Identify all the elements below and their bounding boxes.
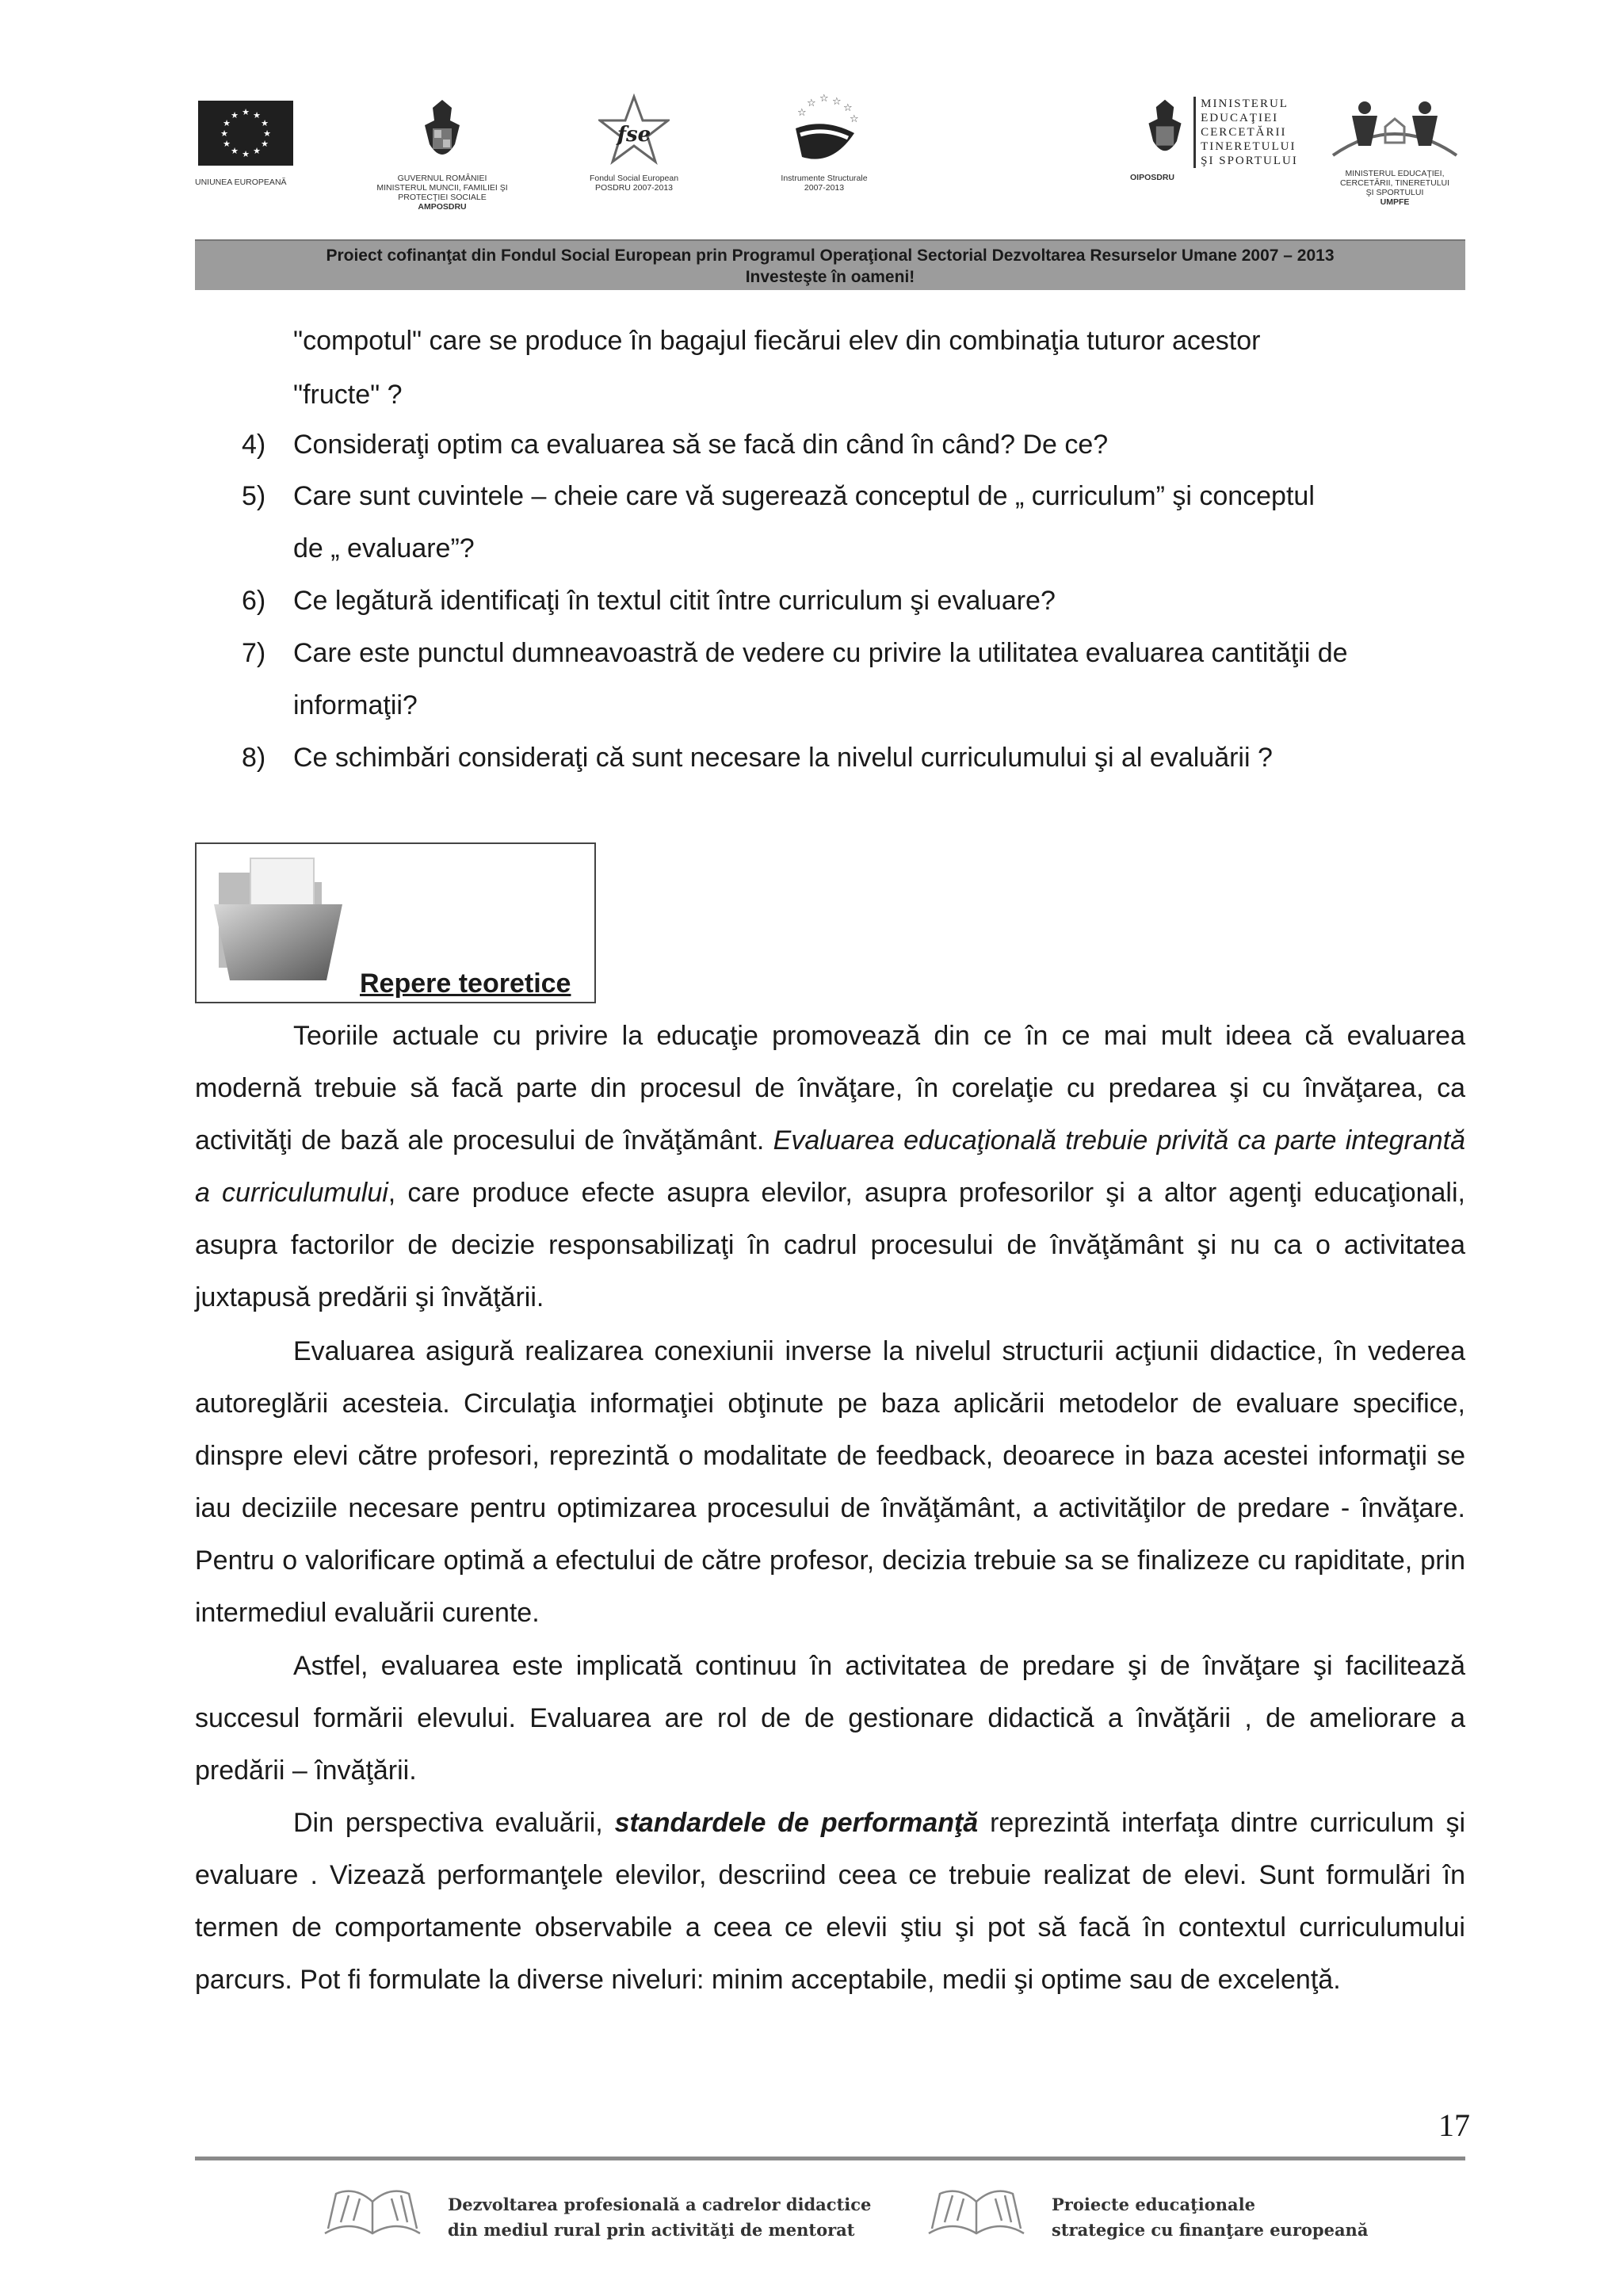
list-item-text: informaţii? [293, 690, 418, 720]
paragraph-3: Astfel, evaluarea este implicată continuu în activitatea de predare şi de învăţare şi facilitează succesul formării elevului. Evaluarea are rol de de gestionare didactică a învăţării , de ameliorare a predării – învăţării. [195, 1651, 1465, 1786]
ministry-name-line: MINISTERUL [1201, 97, 1289, 110]
paragraph-text: reprezintă interfaţa dintre curriculum şi evaluare . Vizează performanţele elevilor, descriind ceea ce trebuie realizat de elevi. Sunt formulări în termen de comportamente observabile a ceea ce elevii ştiu şi pot să facă în contextul curriculumului parcurs. Pot fi formulate la diverse niveluri: minim acceptabile, medii şi optime sau de excelenţă. [195, 1808, 1465, 1995]
list-number: 6) [242, 586, 266, 616]
list-item-text: Consideraţi optim ca evaluarea să se facă din când în când? De ce? [293, 430, 1109, 460]
paragraph-4 [195, 1797, 1465, 2006]
logo-caption: Fondul Social European [589, 174, 679, 183]
umpfe-logo [1319, 98, 1470, 207]
logo-caption: AMPOSDRU [418, 202, 467, 212]
ministry-name-line: CERCETĂRII [1201, 126, 1287, 139]
svg-text:☆: ☆ [819, 94, 829, 105]
paragraph-strong: standardele de performanţă [614, 1808, 979, 1838]
ministry-name-line: TINERETULUI [1201, 140, 1296, 153]
svg-text:☆: ☆ [832, 96, 842, 108]
logo-caption: MINISTERUL EDUCAŢIEI, [1345, 169, 1445, 178]
svg-text:★: ★ [242, 107, 250, 117]
svg-text:☆: ☆ [843, 102, 853, 114]
section-title: Repere teoretice [360, 968, 571, 999]
paragraph-emphasis: Evaluarea educaţională trebuie privită ca parte integrantă a curriculumului [195, 1125, 1466, 1208]
svg-text:★: ★ [253, 146, 261, 156]
page-number: 17 [1438, 2107, 1470, 2143]
logo-caption: PROTECŢIEI SOCIALE [398, 193, 487, 202]
paragraph-2: Evaluarea asigură realizarea conexiunii inverse la nivelul structurii acţiunii didactice, în vederea autoreglării acesteia. Circulaţia informaţiei obţinute pe baza aplicării metodelor de evaluare specifice, dinspre elevi către profesori, reprezintă o modalitate de feedback, deoarece in baza acestei informaţii se iau deciziile necesare pentru optimizarea procesului de învăţământ, a activităţilor de predare - învăţare. Pentru o valorificare optimă a efectului de către profesor, decizia trebuie sa se finalizeze cu rapiditate, prin intermediul evaluării curente. [195, 1336, 1465, 1628]
logo-caption: Instrumente Structurale [781, 174, 868, 183]
list-item-text: Ce legătură identificaţi în textul citit între curriculum şi evaluare? [293, 586, 1056, 616]
star-fse-icon [598, 94, 670, 170]
svg-text:fse: fse [617, 123, 651, 147]
list-number: 4) [242, 430, 266, 460]
coat-of-arms-icon [1143, 97, 1187, 165]
svg-text:★: ★ [261, 139, 269, 149]
open-book-icon [317, 2184, 428, 2246]
svg-text:★: ★ [263, 128, 271, 139]
svg-text:★: ★ [242, 149, 250, 159]
list-item-text: Care sunt cuvintele – cheie care vă sugerează conceptul de „ curriculum” şi conceptul [293, 481, 1315, 511]
footer-left-line: din mediul rural prin activităţi de mentorat [448, 2220, 855, 2240]
list-item-text: de „ evaluare”? [293, 533, 475, 563]
folder-icon [203, 849, 353, 991]
logo-caption: OIPOSDRU [1130, 173, 1175, 182]
romanian-government-logo [371, 97, 514, 212]
banner-line: Proiect cofinanţat din Fondul Social European prin Programul Operaţional Sectorial Dezvoltarea Resurselor Umane 2007 – 2013 [326, 246, 1335, 265]
svg-text:★: ★ [220, 128, 228, 139]
list-item-text: Ce schimbări consideraţi că sunt necesare la nivelul curriculumului şi al evaluării ? [293, 743, 1273, 773]
svg-text:☆: ☆ [850, 113, 859, 125]
logo-caption: CERCETĂRII, TINERETULUI [1339, 178, 1450, 188]
svg-text:☆: ☆ [797, 107, 807, 119]
logo-caption: GUVERNUL ROMÂNIEI [397, 174, 487, 183]
ministry-education-logo [1125, 97, 1316, 182]
ministry-name-line: ŞI SPORTULUI [1201, 155, 1298, 167]
logo-caption: ŞI SPORTULUI [1365, 188, 1424, 197]
eu-caption: UNIUNEA EUROPEANĂ [195, 178, 287, 187]
list-number: 8) [242, 743, 266, 773]
list-continuation-line: "compotul" care se produce în bagajul fiecărui elev din combinaţia tuturor acestor [293, 326, 1261, 356]
list-number: 7) [242, 638, 266, 668]
paragraph-text: Teoriile actuale cu privire la educaţie promovează din ce în ce mai mult ideea că evaluarea modernă trebuie să facă parte din procesul de învăţare, în corelaţie cu predarea şi cu învăţarea, ca activităţi de bază ale procesului de învăţământ. [195, 1021, 1465, 1156]
logo-caption: 2007-2013 [804, 183, 845, 193]
svg-text:★: ★ [231, 146, 239, 156]
logo-caption: MINISTERUL MUNCII, FAMILIEI ŞI [376, 183, 508, 193]
umpfe-figures-icon [1323, 98, 1466, 165]
svg-text:★: ★ [231, 110, 239, 120]
footer-divider [195, 2157, 1465, 2160]
open-book-icon [921, 2184, 1032, 2246]
eu-flag-logo [198, 101, 293, 166]
list-number: 5) [242, 481, 266, 511]
structural-instruments-logo [761, 94, 888, 193]
coat-of-arms-icon [418, 97, 466, 170]
logo-caption: POSDRU 2007-2013 [594, 183, 674, 193]
footer-right-line: Proiecte educaţionale [1052, 2195, 1255, 2214]
paragraph-1 [195, 1010, 1465, 1324]
footer-right-line: strategice cu finanţare europeană [1052, 2220, 1369, 2240]
list-continuation-line: "fructe" ? [293, 380, 403, 410]
banner-slogan: Investeşte în oameni! [745, 268, 915, 286]
project-banner [195, 239, 1465, 290]
svg-text:☆: ☆ [807, 97, 816, 109]
ministry-name-line: EDUCAŢIEI [1201, 112, 1279, 124]
svg-text:★: ★ [261, 118, 269, 128]
paragraph-text: , care produce efecte asupra elevilor, asupra profesorilor şi a altor agenţi educaţionali, asupra factorilor de decizie responsabilizaţi în cadrul procesului de învăţământ şi nu ca o activitatea juxtapusă predării şi învăţării. [195, 1178, 1465, 1312]
svg-text:★: ★ [223, 118, 231, 128]
paragraph-text: Din perspectiva evaluării, [293, 1808, 615, 1838]
list-item-text: Care este punctul dumneavoastră de vedere cu privire la utilitatea evaluarea cantităţii de [293, 638, 1348, 668]
logo-caption: UMPFE [1380, 197, 1410, 207]
svg-text:★: ★ [223, 139, 231, 149]
fse-logo [571, 94, 697, 193]
structural-instruments-icon [785, 94, 864, 170]
footer-left-line: Dezvoltarea profesională a cadrelor didactice [448, 2195, 872, 2214]
svg-text:★: ★ [253, 110, 261, 120]
